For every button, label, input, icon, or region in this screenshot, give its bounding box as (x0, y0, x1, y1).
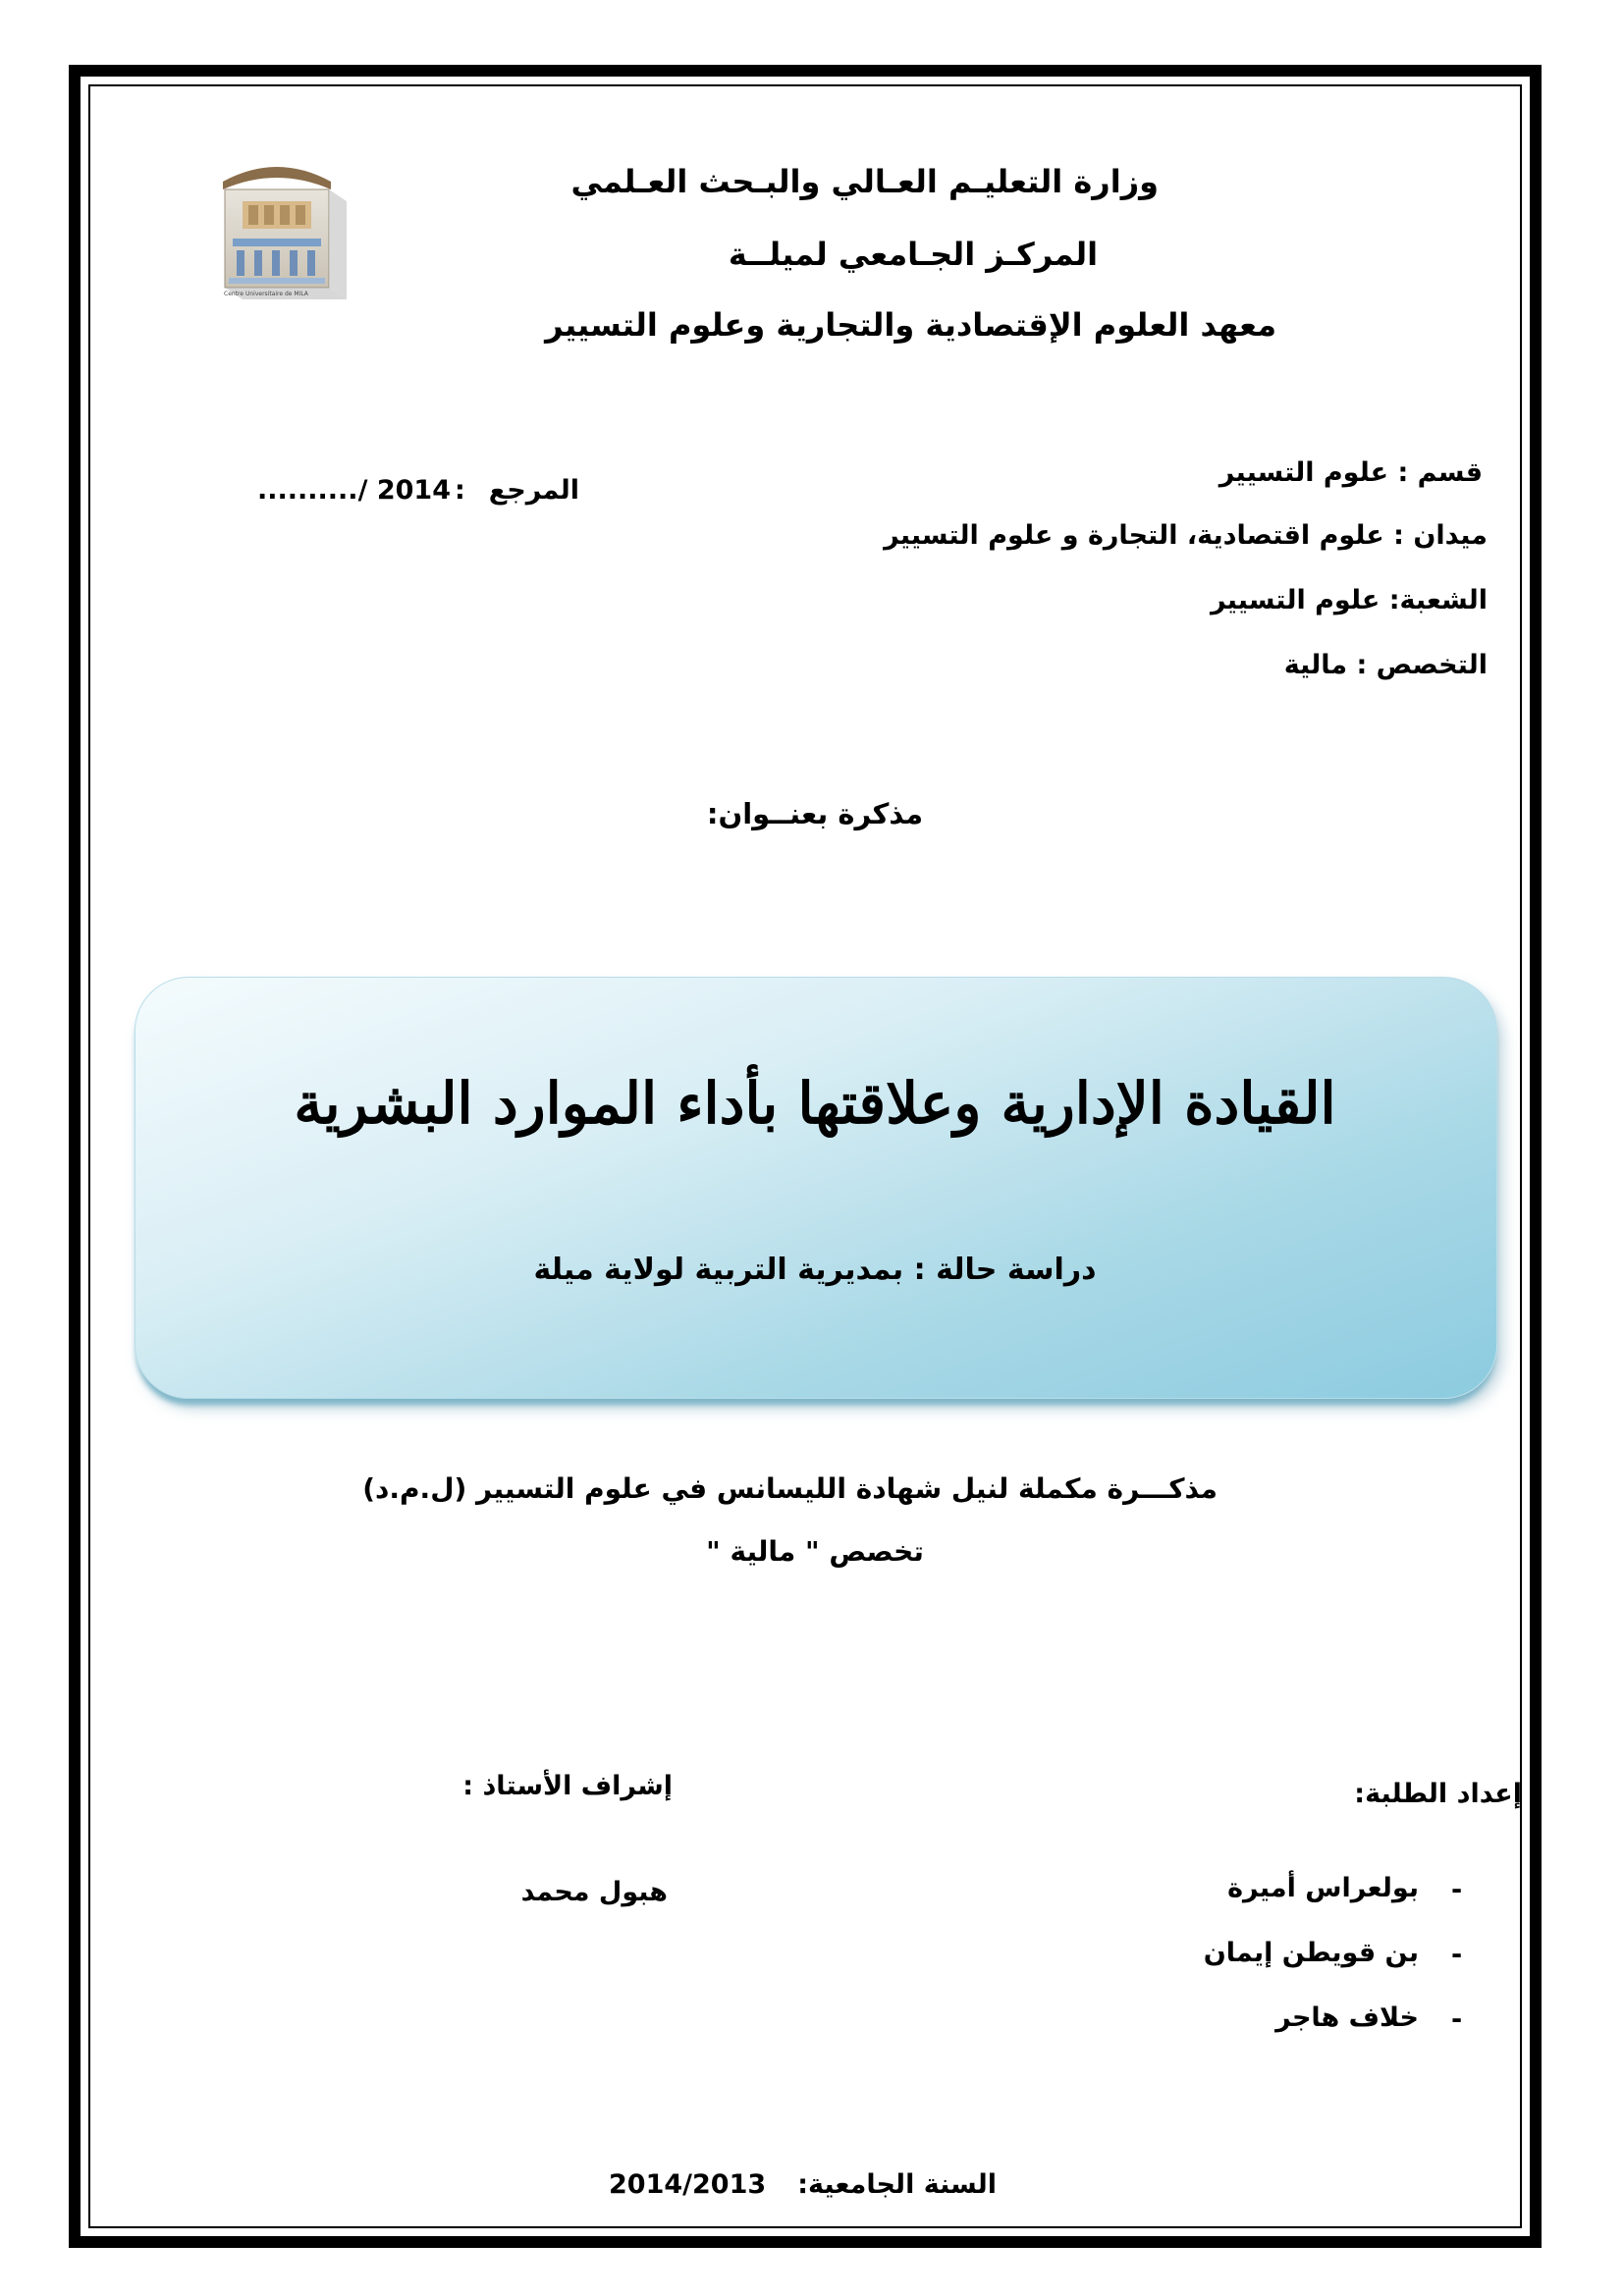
logo-caption: Centre Universitaire de MILA (224, 291, 308, 297)
title-box (135, 977, 1497, 1399)
student-name-3: خلاف هاجر (1275, 2002, 1419, 2033)
memo-label: مذكرة بعنــوان: (706, 797, 924, 830)
reference-separator: : (455, 475, 465, 506)
student-bullet-3: - (1451, 2004, 1463, 2035)
thesis-title: القيادة الإدارية وعلاقتها بأداء الموارد البشرية (294, 1070, 1336, 1137)
degree-line: مذكـــرة مكملة لنيل شهادة الليسانس في علوم التسيير (ل.م.د) (362, 1472, 1218, 1505)
supervisor-label: إشراف الأستاذ : (462, 1771, 673, 1801)
student-bullet-2: - (1451, 1940, 1463, 1970)
field-line: ميدان : علوم اقتصادية، التجارة و علوم التسيير (884, 520, 1488, 551)
branch-line: الشعبة: علوم التسيير (1210, 585, 1488, 615)
specialty-line: التخصص : مالية (1283, 650, 1488, 680)
university-logo-icon (203, 162, 351, 309)
reference-value: ........../ 2014 (257, 475, 451, 506)
academic-year-label: السنة الجامعية: (797, 2169, 997, 2200)
university-center-title: المركـز الجـامعي لميلــة (728, 236, 1099, 273)
case-study-line: دراسة حالة : بمديرية التربية لولاية ميلة (533, 1253, 1097, 1287)
degree-specialty: تخصص " مالية " (706, 1535, 924, 1568)
student-bullet-1: - (1451, 1875, 1463, 1905)
students-label: إعداد الطلبة: (1354, 1779, 1522, 1809)
supervisor-name: هبول محمد (520, 1877, 668, 1907)
academic-year-value: 2014/2013 (609, 2169, 767, 2200)
reference-label: المرجع (488, 475, 579, 506)
institute-title: معهد العلوم الإقتصادية والتجارية وعلوم التسيير (545, 306, 1276, 344)
ministry-title: وزارة التعليـم العـالي والبـحث العـلمي (570, 163, 1159, 200)
student-name-2: بن قويطن إيمان (1203, 1938, 1419, 1968)
student-name-1: بولعراس أميرة (1227, 1873, 1419, 1903)
department-line: قسم : علوم التسيير (1218, 457, 1483, 488)
